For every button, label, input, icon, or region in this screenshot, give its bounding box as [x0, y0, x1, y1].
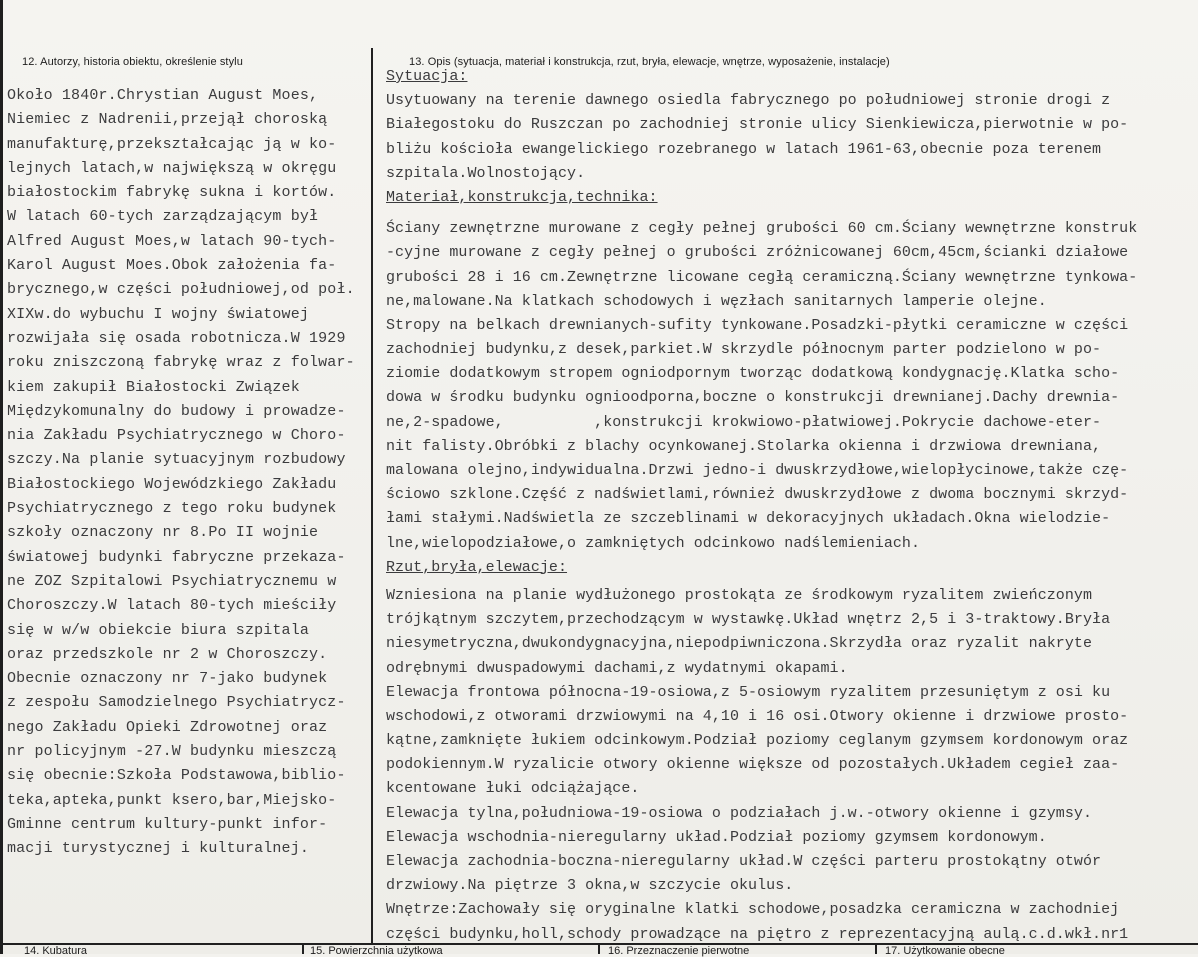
text-line: kiem zakupił Białostocki Związek [7, 378, 300, 396]
material-body [386, 217, 1186, 556]
text-line: się obecnie:Szkoła Podstawowa,biblio- [7, 767, 346, 785]
text-line: Elewacja frontowa północna-19-osiowa,z 5-osiowym ryzalitem przesuniętym z osi ku [386, 683, 1111, 701]
text-line: części budynku,holl,schody prowadzące na piętro z reprezentacyjną aulą.c.d.wkł.nr1 [386, 925, 1129, 943]
text-line: wschodowi,z otworami drzwiowymi na 4,10 i 16 osi.Otwory okienne i drzwiowe prosto- [386, 707, 1129, 725]
text-line: XIXw.do wybuchu I wojny światowej [7, 305, 309, 323]
text-line: lejnych latach,w największą w okręgu [7, 159, 337, 177]
description-text [386, 65, 1186, 947]
text-line: szpitala.Wolnostojący. [386, 164, 586, 182]
text-line: dowa w środku budynku ognioodporna,boczne o konstrukcji drewnianej.Dachy drewnia- [386, 389, 1120, 407]
text-line: ściowo szklone.Część z nadświetlami,również dwuskrzydłowe z dwoma bocznymi skrzyd- [386, 486, 1129, 504]
text-line: Około 1840r.Chrystian August Moes, [7, 87, 319, 104]
plan-body [386, 584, 1186, 947]
section-12-header: 12. Autorzy, historia obiektu, określenie stylu [22, 56, 243, 68]
situation-title: Sytuacja: [386, 68, 468, 85]
text-line: drzwiowy.Na piętrze 3 okna,w szczycie okulus. [386, 877, 794, 895]
section-13-header: 13. Opis (sytuacja, materiał i konstrukcja, rzut, bryła, elewacje, wnętrze, wyposażenie, instalacje) [409, 56, 890, 68]
footer-separator [875, 945, 877, 954]
text-line: Elewacja wschodnia-nieregularny układ.Podział poziomy gzymsem kordonowym. [386, 828, 1047, 846]
text-line: ziomie dodatkowym stropem ogniodpornym tworząc dodatkową kondygnację.Klatka scho- [386, 365, 1120, 383]
footer-separator [302, 945, 304, 954]
column-divider [371, 48, 373, 944]
text-line: Gminne centrum kultury-punkt infor- [7, 815, 328, 833]
text-line: W latach 60-tych zarządzającym był [7, 208, 319, 226]
footer-separator [598, 945, 600, 954]
text-line: szkoły oznaczony nr 8.Po II wojnie [7, 524, 319, 542]
text-line: ne,2-spadowe, ,konstrukcji krokwiowo-płatwiowej.Pokrycie dachowe-eter- [386, 413, 1102, 431]
text-line: Karol August Moes.Obok założenia fa- [7, 257, 337, 275]
text-line: Obecnie oznaczony nr 7-jako budynek [7, 670, 328, 688]
footer-usable-area: 15. Powierzchnia użytkowa [310, 945, 443, 957]
text-line: brycznego,w części południowej,od poł. [7, 281, 355, 299]
plan-title: Rzut,bryła,elewacje: [386, 558, 568, 576]
text-line: nit falisty.Obróbki z blachy ocynkowanej.Stolarka okienna i drzwiowa drewniana, [386, 437, 1102, 455]
text-line: niesymetryczna,dwukondygnacyjna,niepodpiwniczona.Skrzydła oraz ryzalit nakryte [386, 635, 1093, 653]
text-line: macji turystycznej i kulturalnej. [7, 840, 309, 858]
text-line: trójkątnym szczytem,przechodzącym w wystawkę.Układ wnętrz 2,5 i 3-traktowy.Bryła [386, 611, 1111, 629]
history-text [7, 84, 367, 862]
footer-current-use: 17. Użytkowanie obecne [885, 945, 1005, 957]
text-line: roku zniszczoną fabrykę wraz z folwar- [7, 354, 355, 372]
text-line: malowana olejno,indywidualna.Drzwi jedno-i dwuskrzydłowe,wielopłycinowe,także czę- [386, 462, 1129, 479]
text-line: nia Zakładu Psychiatrycznego w Choro- [7, 427, 346, 445]
footer-original-use: 16. Przeznaczenie pierwotne [608, 945, 750, 957]
text-line: Białegostoku do Ruszczan po zachodniej stronie ulicy Sienkiewicza,pierwotnie w po- [386, 116, 1129, 134]
text-line: z zespołu Samodzielnego Psychiatrycz- [7, 694, 346, 712]
situation-body [386, 89, 1186, 186]
text-line: Ściany zewnętrzne murowane z cegły pełnej grubości 60 cm.Ściany wewnętrzne konstruk [386, 220, 1138, 238]
text-line: manufakturę,przekształcając ją w ko- [7, 135, 337, 153]
text-line: Elewacja zachodnia-boczna-nieregularny układ.W części parteru prostokątny otwór [386, 853, 1102, 870]
text-line: grubości 28 i 16 cm.Zewnętrzne licowane cegłą ceramiczną.Ściany wewnętrzne tynkowa- [386, 268, 1138, 286]
text-line: Usytuowany na terenie dawnego osiedla fabrycznego po południowej stronie drogi z [386, 92, 1111, 110]
text-line: Międzykomunalny do budowy i prowadze- [7, 402, 346, 420]
text-line: Psychiatrycznego z tego roku budynek [7, 500, 337, 518]
text-line: nr policyjnym -27.W budynku mieszczą [7, 743, 337, 761]
text-line: oraz przedszkole nr 2 w Choroszczy. [7, 645, 328, 663]
text-line: światowej budynki fabryczne przekaza- [7, 548, 346, 566]
text-line: Alfred August Moes,w latach 90-tych- [7, 232, 337, 250]
material-title: Materiał,konstrukcja,technika: [386, 188, 658, 206]
text-line: podokiennym.W ryzalicie otwory okienne większe od pozostałych.Układem cegieł zaa- [386, 756, 1120, 774]
text-line: ne ZOZ Szpitalowi Psychiatrycznemu w [7, 572, 337, 590]
text-line: Białostockiego Wojewódzkiego Zakładu [7, 475, 337, 493]
text-line: kątne,zamknięte łukiem odcinkowym.Podział poziomy ceglanym gzymsem kordonowym oraz [386, 732, 1129, 750]
text-line: zachodniej budynku,z desek,parkiet.W skrzydle północnym parter podzielono w po- [386, 341, 1102, 359]
text-line: Wzniesiona na planie wydłużonego prostokąta ze środkowym ryzalitem zwieńczonym [386, 586, 1093, 604]
text-line: się w w/w obiekcie biura szpitala [7, 621, 309, 639]
text-line: łami stałymi.Nadświetla ze szczeblinami w dekoracyjnych układach.Okna wielodzie- [386, 510, 1111, 528]
text-line: rozwijała się osada robotnicza.W 1929 [7, 329, 346, 347]
text-line: Niemiec z Nadrenii,przejął choroską [7, 111, 328, 129]
text-line: nego Zakładu Opieki Zdrowotnej oraz [7, 718, 328, 736]
text-line: Wnętrze:Zachowały się oryginalne klatki schodowe,posadzka ceramiczna w zachodniej [386, 901, 1120, 919]
text-line: lne,wielopodziałowe,o zamkniętych odcinkowo nadślemieniach. [386, 534, 921, 552]
text-line: teka,apteka,punkt ksero,bar,Miejsko- [7, 791, 337, 809]
text-line: bliżu kościoła ewangelickiego rozebranego w latach 1961-63,obecnie poza terenem [386, 140, 1102, 158]
text-line: odrębnymi dwuspadowymi dachami,z wydatnymi okapami. [386, 659, 848, 677]
text-line: -cyjne murowane z cegły pełnej o grubości zróżnicowanej 60cm,45cm,ścianki działowe [386, 244, 1129, 262]
text-line: Choroszczy.W latach 80-tych mieściły [7, 597, 337, 615]
text-line: Elewacja tylna,południowa-19-osiowa o podziałach j.w.-otwory okienne i gzymsy. [386, 804, 1093, 822]
text-line: kcentowane łuki odciążające. [386, 780, 640, 798]
footer-cubature: 14. Kubatura [24, 945, 87, 957]
text-line: szczy.Na planie sytuacyjnym rozbudowy [7, 451, 346, 469]
left-border [0, 0, 3, 954]
text-line: białostockim fabrykę sukna i kortów. [7, 184, 337, 202]
text-line: Stropy na belkach drewnianych-sufity tynkowane.Posadzki-płytki ceramiczne w części [386, 316, 1129, 334]
text-line: ne,malowane.Na klatkach schodowych i węzłach sanitarnych lamperie olejne. [386, 292, 1047, 310]
